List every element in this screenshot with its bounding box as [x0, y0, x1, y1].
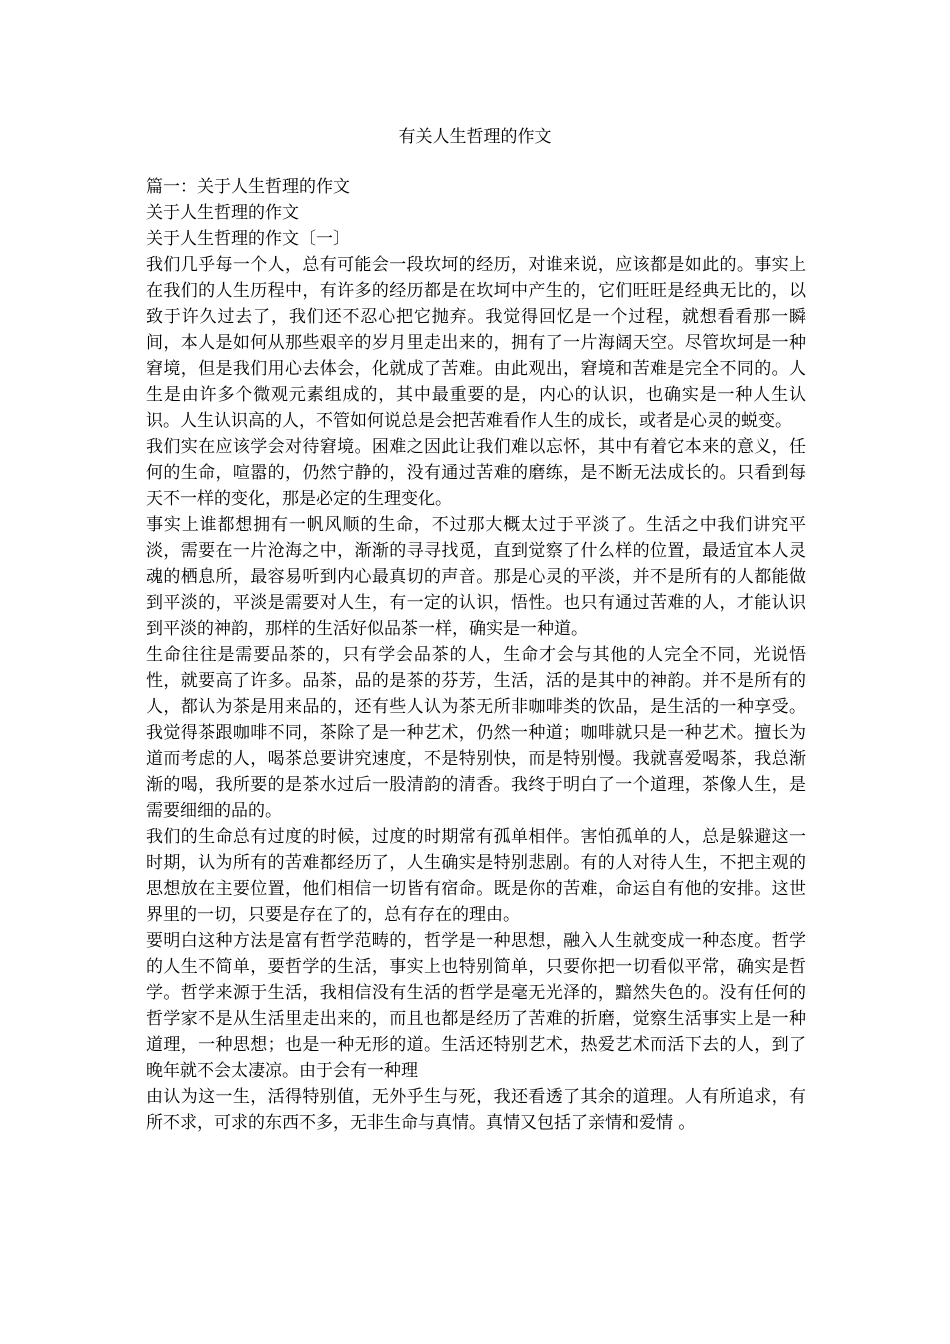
section-heading: 篇一：关于人生哲理的作文: [146, 177, 350, 197]
paragraph: 要明白这种方法是富有哲学范畴的，哲学是一种思想，融入人生就变成一种态度。哲学的人生不简单，要哲学的生活，事实上也特别简单，只要你把一切看似平常，确实是哲学。哲学来源于生活，我相信没有生活的哲学是毫无光泽的，黯然失色的。没有任何的哲学家不是从生活里走出来的，而且也都是经历了苦难的折磨，觉察生活事实上是一种道理，一种思想；也是一种无形的道。生活还特别艺术，热爱艺术而活下去的人，到了晚年就不会太凄凉。由于会有一种理: [146, 931, 806, 1081]
paragraph: 由认为这一生，活得特别值，无外乎生与死，我还看透了其余的道理。人有所追求，有所不求，可求的东西不多，无非生命与真情。真情又包括了亲情和爱情 。: [146, 1087, 806, 1133]
document-body: [146, 174, 806, 1136]
paragraph: 事实上谁都想拥有一帆风顺的生命，不过那大概太过于平淡了。生活之中我们讲究平淡，需要在一片沧海之中，渐渐的寻寻找觅，直到觉察了什么样的位置，最适宜本人灵魂的栖息所，最容易听到内心最真切的声音。那是心灵的平淡，并不是所有的人都能做到平淡的，平淡是需要对人生，有一定的认识，悟性。也只有通过苦难的人，才能认识到平淡的神韵，那样的生活好似品茶一样，确实是一种道。: [146, 515, 806, 639]
paragraph: 我们的生命总有过度的时候，过度的时期常有孤单相伴。害怕孤单的人，总是躲避这一时期，认为所有的苦难都经历了，人生确实是特别悲剧。有的人对待人生，不把主观的思想放在主要位置，他们相信一切皆有宿命。既是你的苦难，命运自有他的安排。这世界里的一切，只要是存在了的，总有存在的理由。: [146, 827, 806, 925]
paragraph: 生命往往是需要品茶的，只有学会品茶的人，生命才会与其他的人完全不同，光说悟性，就要高了许多。品茶，品的是茶的芬芳，生活，活的是其中的神韵。并不是所有的人，都认为茶是用来品的，还有些人认为茶无所非咖啡类的饮品，是生活的一种享受。我觉得茶跟咖啡不同，茶除了是一种艺术，仍然一种道；咖啡就只是一种艺术。擅长为道而考虑的人，喝茶总要讲究速度，不是特别快，而是特别慢。我就喜爱喝茶，我总渐渐的喝，我所要的是茶水过后一股清韵的清香。我终于明白了一个道理，茶像人生，是需要细细的品的。: [146, 645, 806, 821]
essay-title: 关于人生哲理的作文: [146, 203, 299, 223]
paragraph: 我们实在应该学会对待窘境。困难之因此让我们难以忘怀，其中有着它本来的意义，任何的生命，喧嚣的，仍然宁静的，没有通过苦难的磨练，是不断无法成长的。只看到每天不一样的变化，那是必定的生理变化。: [146, 437, 806, 509]
essay-subtitle: 关于人生哲理的作文〔一〕: [146, 229, 350, 249]
paragraph: 我们几乎每一个人，总有可能会一段坎坷的经历，对谁来说，应该都是如此的。事实上在我们的人生历程中，有许多的经历都是在坎坷中产生的，它们旺旺是经典无比的，以致于许久过去了，我们还不忍心把它抛弃。我觉得回忆是一个过程，就想看看那一瞬间，本人是如何从那些艰辛的岁月里走出来的，拥有了一片海阔天空。尽管坎坷是一种窘境，但是我们用心去体会，化就成了苦难。由此观出，窘境和苦难是完全不同的。人生是由许多个微观元素组成的，其中最重要的是，内心的认识，也确实是一种人生认识。人生认识高的人，不管如何说总是会把苦难看作人生的成长，或者是心灵的蜕变。: [146, 255, 806, 431]
document-title: 有关人生哲理的作文: [398, 127, 552, 147]
